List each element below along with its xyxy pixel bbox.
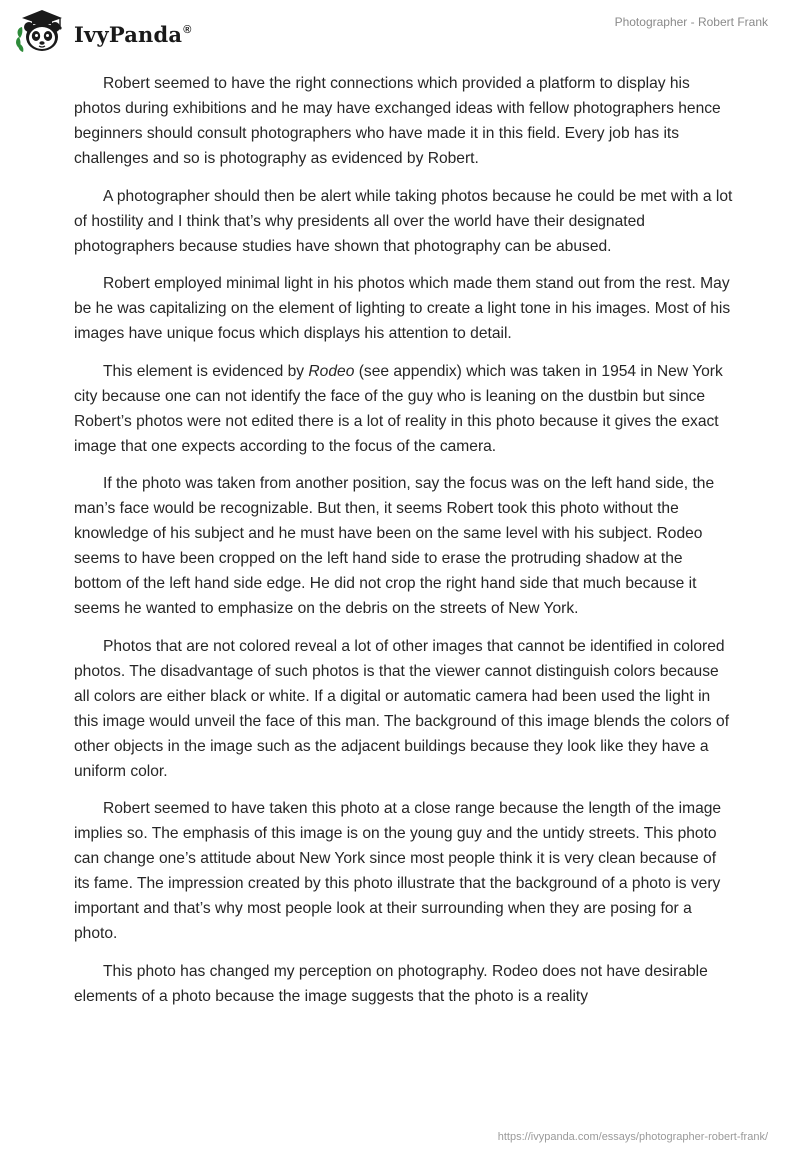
paragraph-1: Robert seemed to have the right connections which provided a platform to display his photos during exhibitions and he may have exchanged ideas with fellow photographers hence beginners should consult photographers who have made it in this field. Every job has its challenges and so is photography as evidenced by Robert.	[74, 75, 721, 167]
paragraph-8: This photo has changed my perception on photography. Rodeo does not have desirable elements of a photo because the image suggests that the photo is a reality	[74, 962, 708, 1005]
panda-graduation-cap-icon	[14, 8, 68, 54]
paragraph-4-intro: This element is evidenced by	[103, 362, 309, 380]
page-header	[0, 0, 800, 64]
registered-mark: ®	[183, 23, 192, 36]
paragraph-7: Robert seemed to have taken this photo at a close range because the length of the image implies so. The emphasis of this image is on the young guy and the untidy streets. This photo can change one’s attitude about New York since most people think it is very clean because of its fame. The impression created by this photo illustrate that the background of a photo is very important and that’s why most people look at their surrounding when they are posing for a photo.	[74, 800, 722, 942]
paragraph-3: Robert employed minimal light in his photos which made them stand out from the rest. May be he was capitalizing on the element of lighting to create a light tone in his images. Most of his images have unique focus which displays his attention to detail.	[74, 275, 731, 342]
ivypanda-logo[interactable]	[14, 8, 192, 54]
brand-name	[74, 22, 192, 47]
paragraph-6: Photos that are not colored reveal a lot of other images that cannot be identified in colored photos. The disadvantage of such photos is that the viewer cannot distinguish colors because all colors are either black or white. If a digital or automatic camera had been used the light in this image would unveil the face of this man. The background of this image blends the colors of other objects in the image such as the adjacent buildings because they look like they have a uniform color.	[74, 637, 730, 780]
paragraph-5: If the photo was taken from another position, say the focus was on the left hand side, the man’s face would be recognizable. But then, it seems Robert took this photo without the knowledge of his subject and he must have been on the same level with his subject. Rodeo seems to have been cropped on the left hand side to erase the protruding shadow at the bottom of the left hand side edge. He did not crop the right hand side that much because it seems he wanted to emphasize on the debris on the streets of New York.	[74, 475, 715, 617]
rodeo-title: Rodeo	[308, 362, 355, 380]
paragraph-2: A photographer should then be alert while taking photos because he could be met with a lot of hostility and I think that’s why presidents all over the world have their designated photographers because studies have shown that photography can be abused.	[74, 187, 733, 255]
essay-body	[74, 71, 734, 1021]
paragraph-4	[74, 359, 734, 459]
source-url[interactable]: https://ivypanda.com/essays/photographer-robert-frank/	[497, 1131, 768, 1143]
document-title: Photographer - Robert Frank	[614, 15, 768, 29]
brand-text: IvyPanda	[74, 21, 183, 47]
paragraph-4-rest: (see appendix) which was taken in 1954 in New York city because one can not identify the face of the guy who is leaning on the dustbin but since Robert’s photos were not edited there is a lot of reality in this photo because it gives the exact image that one expects according to the focus of the camera.	[74, 362, 723, 455]
